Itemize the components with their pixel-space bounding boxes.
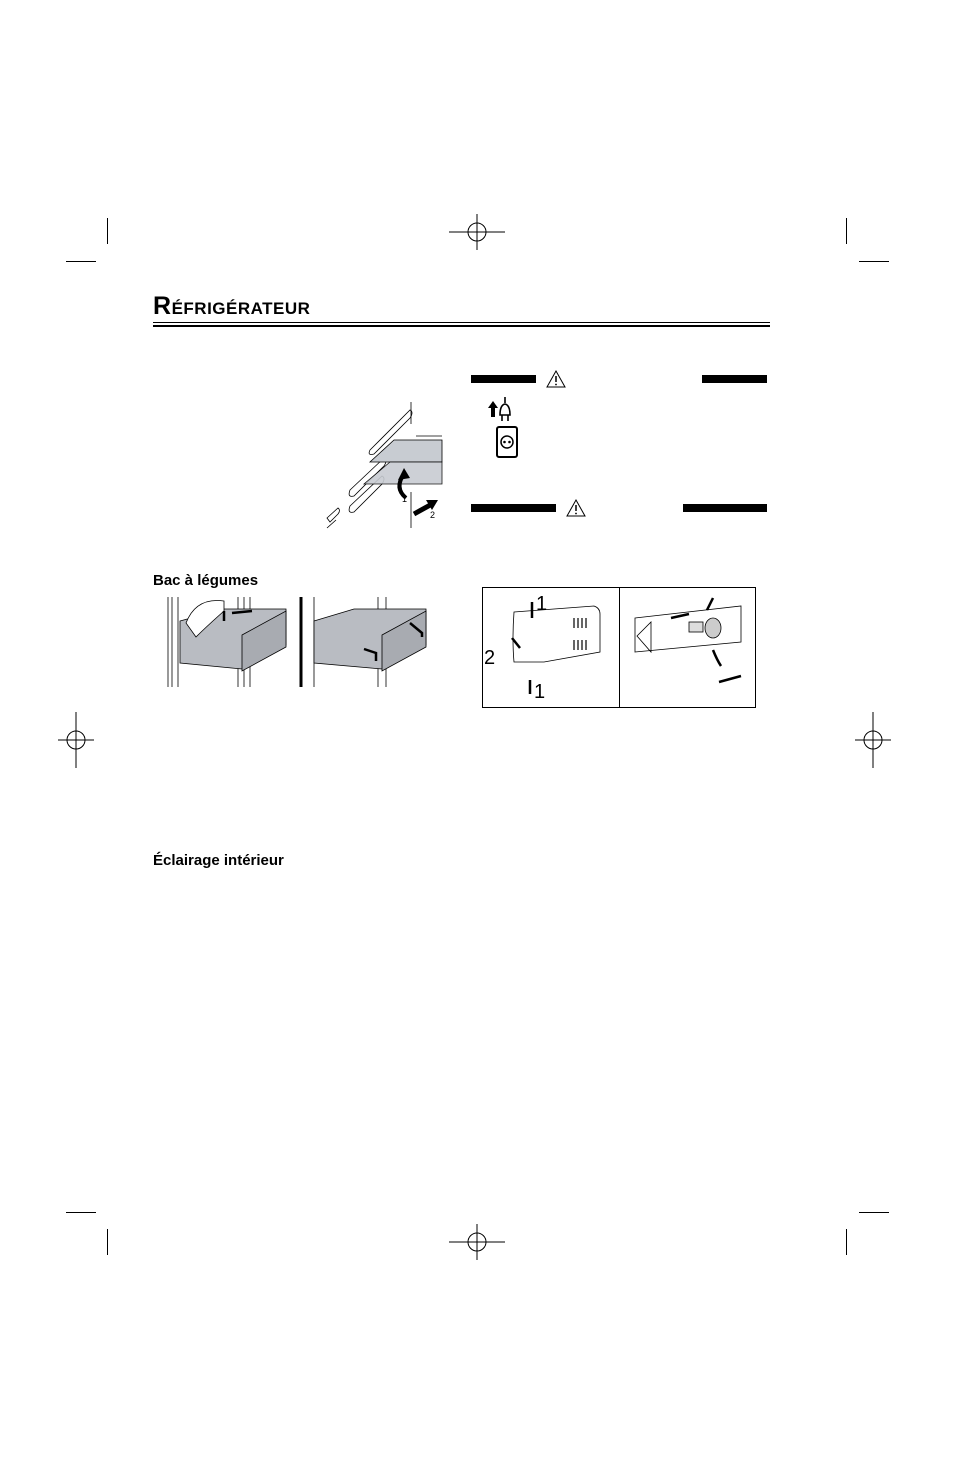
unplug-icon bbox=[486, 397, 522, 459]
figure-divider bbox=[619, 587, 620, 708]
vegetable-drawer-illustration bbox=[166, 597, 441, 689]
warning-bar-right bbox=[683, 504, 767, 512]
title-initial: R bbox=[153, 292, 172, 320]
warning-bar-left bbox=[471, 504, 556, 512]
shelf-illustration bbox=[322, 400, 452, 530]
lamp-step-2: 2 bbox=[484, 647, 496, 669]
shelf-step-1: 1 bbox=[402, 494, 408, 504]
bulb-replacement-illustration bbox=[621, 590, 753, 700]
socket-icon bbox=[497, 427, 517, 457]
title-rest: ÉFRIGÉRATEUR bbox=[171, 299, 311, 318]
section-heading-interior-lighting: Éclairage intérieur bbox=[153, 852, 284, 869]
lamp-cover-illustration bbox=[484, 590, 614, 703]
section-heading-vegetable-drawer: Bac à légumes bbox=[153, 572, 259, 589]
warning-bar-left bbox=[471, 375, 536, 383]
warning-icon bbox=[546, 370, 566, 388]
shelf-step-2: 2 bbox=[430, 510, 436, 520]
lamp-step-1-bottom: 1 bbox=[534, 681, 546, 703]
page-title bbox=[153, 292, 310, 321]
title-rule bbox=[153, 325, 770, 327]
warning-bar-right bbox=[702, 375, 767, 383]
lamp-step-1-top: 1 bbox=[536, 593, 548, 615]
title-rule bbox=[153, 322, 770, 323]
warning-icon bbox=[566, 499, 586, 517]
